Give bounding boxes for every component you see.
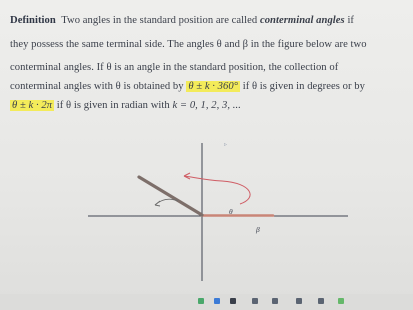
line4-text-a: conterminal angles with θ is obtained by: [10, 81, 184, 92]
definition-term: Definition: [10, 15, 56, 26]
beta-label: β: [256, 225, 260, 234]
app-icon[interactable]: [338, 298, 344, 304]
conterminal-angles-term: conterminal angles: [259, 15, 345, 26]
app-icon[interactable]: [296, 298, 302, 304]
theta-arc-arrowhead: [155, 201, 160, 206]
terminal-side: [139, 177, 202, 215]
app-icon[interactable]: [198, 298, 204, 304]
k-values: k = 0, 1, 2, 3, ...: [172, 100, 241, 111]
beta-arc: [184, 176, 250, 204]
theta-label: θ: [229, 207, 233, 216]
definition-text-a: Two angles in the standard position are called: [61, 15, 258, 26]
mouse-cursor-icon: ▹: [224, 141, 228, 148]
degree-formula: θ ± k · 360°: [188, 81, 239, 92]
app-icon[interactable]: [318, 298, 324, 304]
app-icon[interactable]: [252, 298, 258, 304]
definition-text-if: if: [347, 15, 355, 26]
app-icon[interactable]: [272, 298, 278, 304]
line4-text-b: if θ is given in degrees or by: [242, 81, 365, 92]
app-icon[interactable]: [230, 298, 236, 304]
radian-formula: θ ± k · 2π: [12, 100, 53, 111]
definition-line-3: conterminal angles. If θ is an angle in the standard position, the collection of: [10, 62, 339, 73]
definition-line-2: they possess the same terminal side. The angles θ and β in the figure below are two: [10, 39, 367, 50]
browser-icon[interactable]: [214, 298, 220, 304]
taskbar: [0, 294, 413, 310]
line5-text-a: if θ is given in radian with: [56, 100, 170, 111]
